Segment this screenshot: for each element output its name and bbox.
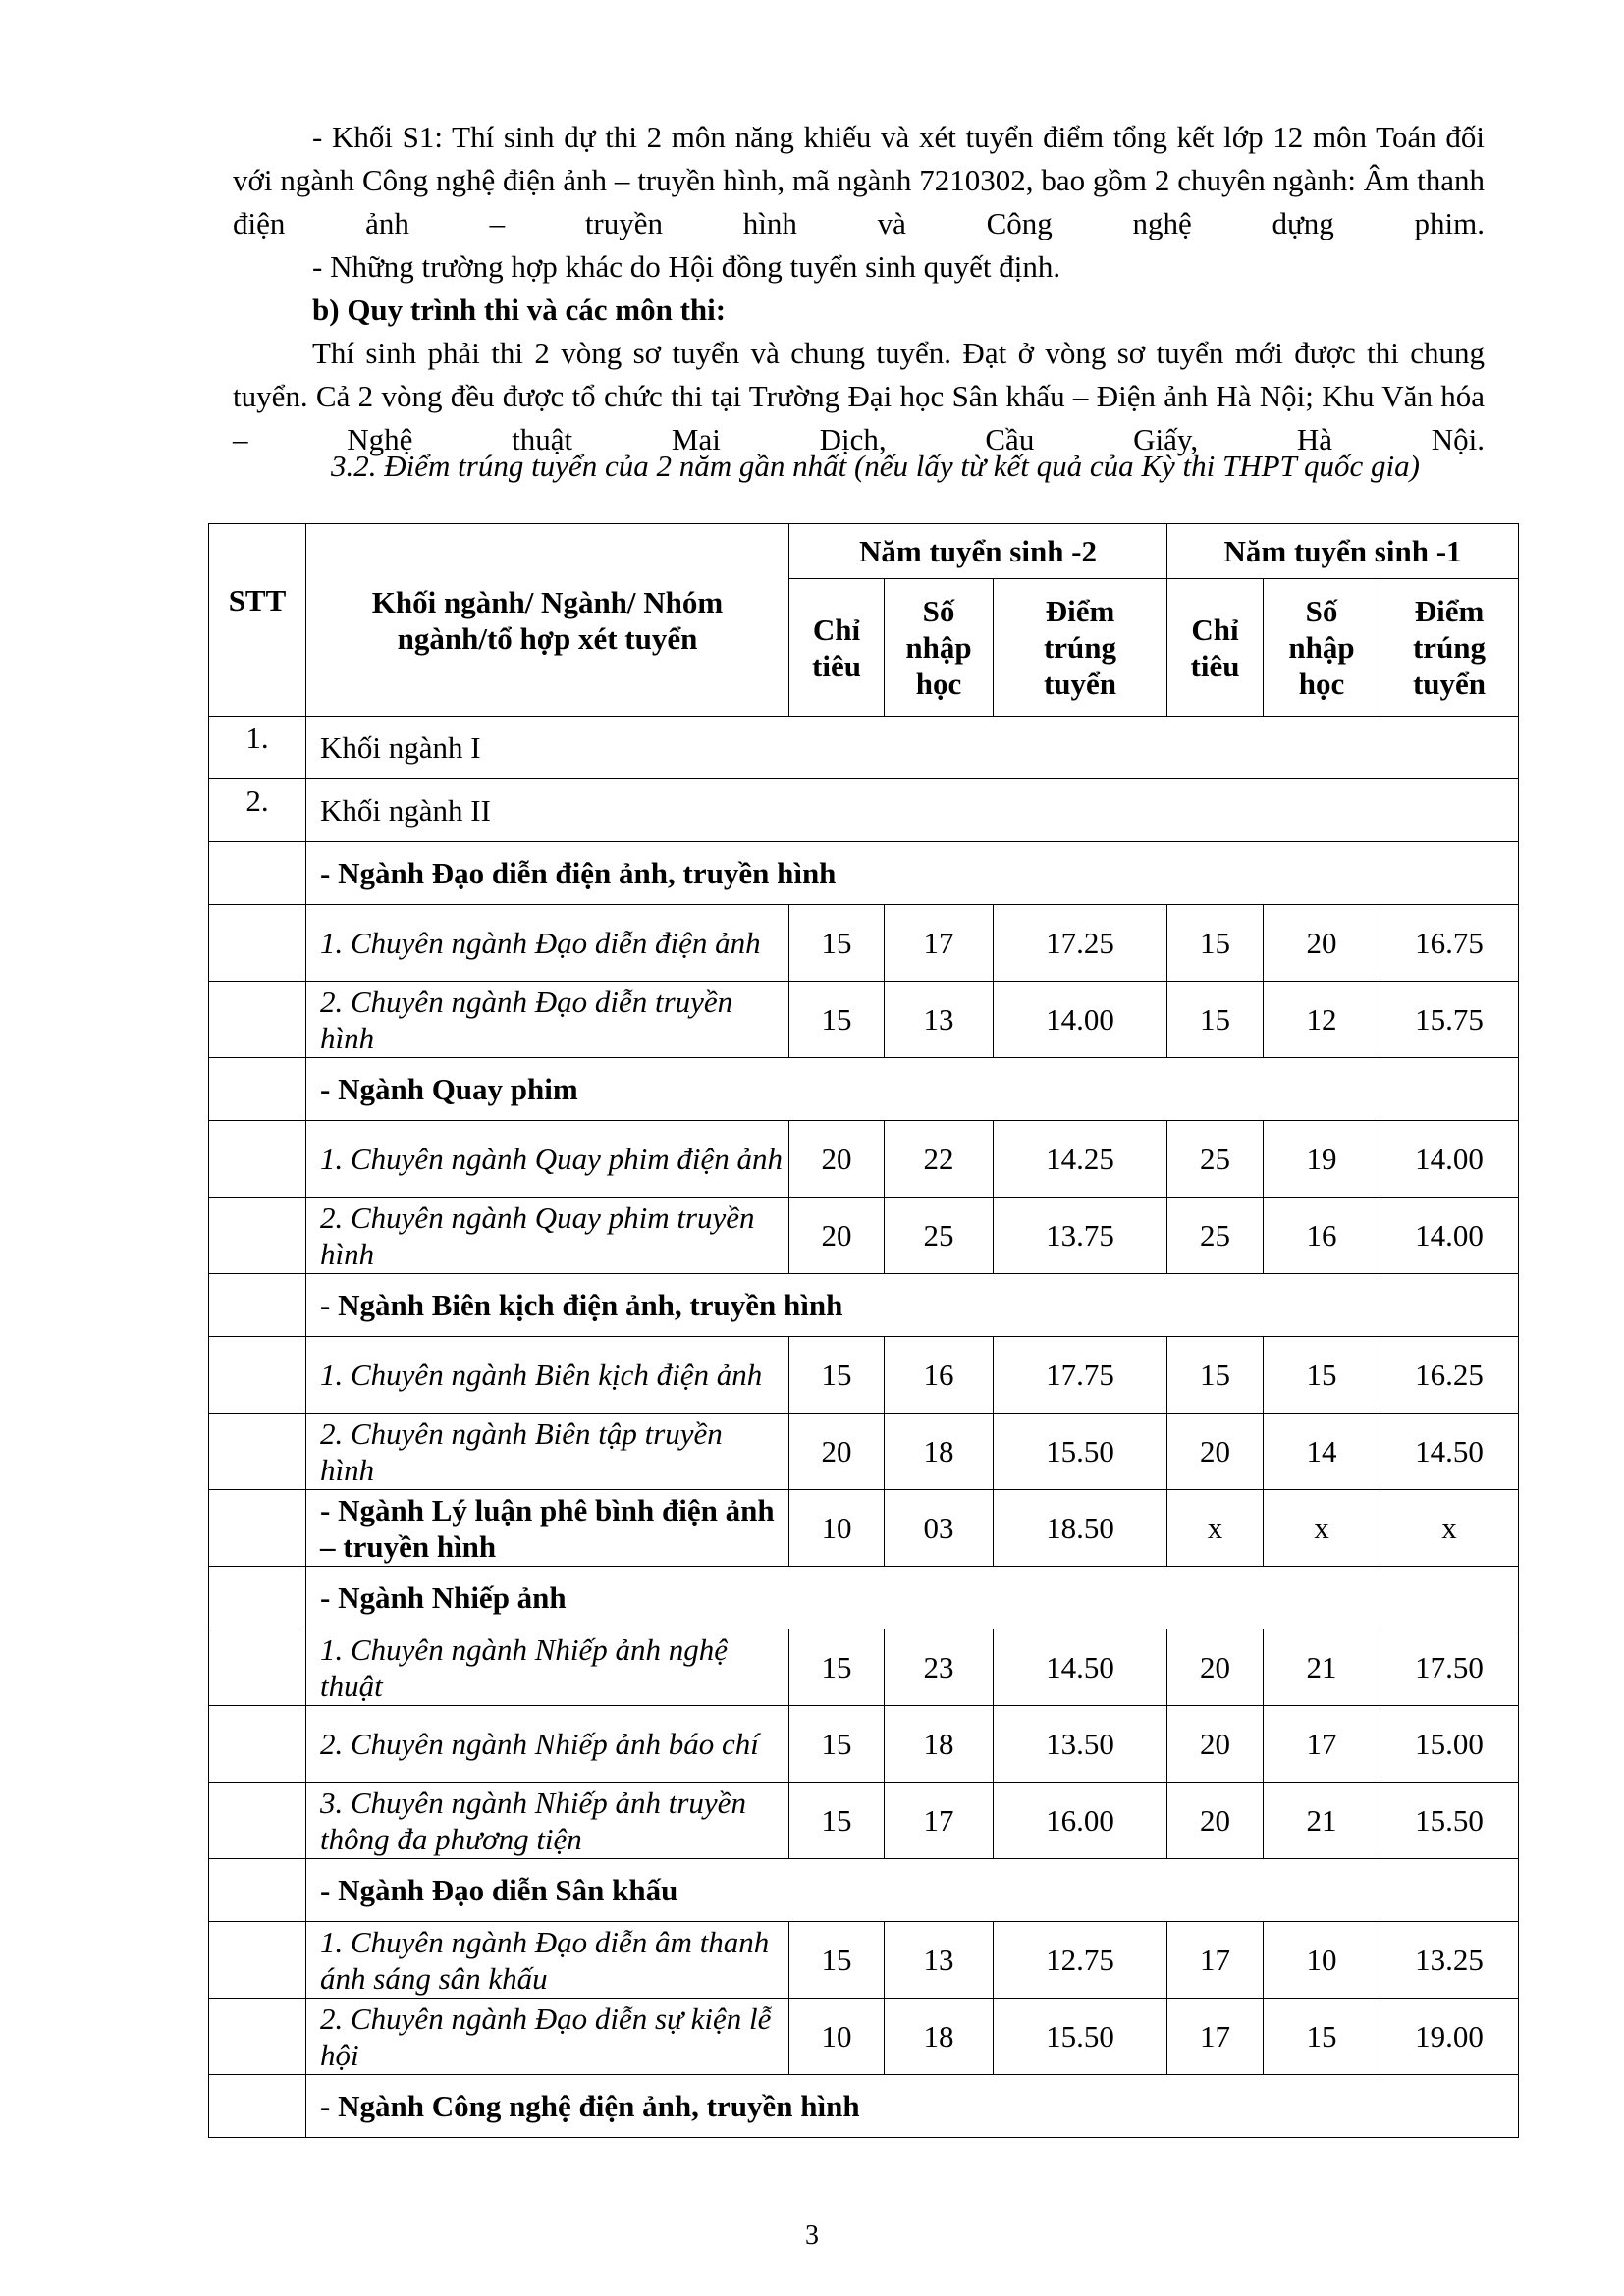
- score-y1: 19.00: [1380, 1999, 1519, 2075]
- quota-y1: 15: [1167, 982, 1264, 1058]
- score-y1: 15.75: [1380, 982, 1519, 1058]
- score-y2: 16.00: [994, 1783, 1167, 1859]
- admission-score-table: [208, 523, 1519, 2138]
- row-stt: 1.: [209, 717, 306, 779]
- header-year-minus-1: Năm tuyển sinh -1: [1167, 524, 1519, 579]
- header-quota: Chỉ tiêu: [1167, 579, 1264, 717]
- score-y2: 14.50: [994, 1629, 1167, 1706]
- enrolled-y2: 25: [885, 1198, 994, 1274]
- enrolled-y1: 12: [1264, 982, 1380, 1058]
- enrolled-y1: 20: [1264, 905, 1380, 982]
- enrolled-y1: 15: [1264, 1999, 1380, 2075]
- major-label: - Ngành Đạo diễn Sân khấu: [306, 1859, 1519, 1922]
- header-quota: Chỉ tiêu: [789, 579, 885, 717]
- enrolled-y2: 17: [885, 905, 994, 982]
- score-y2: 13.75: [994, 1198, 1167, 1274]
- specialization-label: 1. Chuyên ngành Quay phim điện ảnh: [306, 1121, 789, 1198]
- quota-y1: 15: [1167, 905, 1264, 982]
- major-label: - Ngành Nhiếp ảnh: [306, 1567, 1519, 1629]
- enrolled-y1: 21: [1264, 1783, 1380, 1859]
- specialization-label: 2. Chuyên ngành Đạo diễn sự kiện lễ hội: [306, 1999, 789, 2075]
- enrolled-y1: x: [1264, 1490, 1380, 1567]
- header-enrolled: Số nhập học: [1264, 579, 1380, 717]
- enrolled-y2: 22: [885, 1121, 994, 1198]
- score-y2: 15.50: [994, 1414, 1167, 1490]
- score-y2: 18.50: [994, 1490, 1167, 1567]
- enrolled-y2: 18: [885, 1706, 994, 1783]
- quota-y1: 15: [1167, 1337, 1264, 1414]
- paragraph-other-cases: - Những trường hợp khác do Hội đồng tuyển sinh quyết định.: [312, 249, 1061, 284]
- enrolled-y2: 18: [885, 1999, 994, 2075]
- enrolled-y1: 10: [1264, 1922, 1380, 1999]
- quota-y1: 20: [1167, 1706, 1264, 1783]
- heading-exam-process: b) Quy trình thi và các môn thi:: [312, 293, 727, 327]
- quota-y2: 15: [789, 1783, 885, 1859]
- major-label: - Ngành Biên kịch điện ảnh, truyền hình: [306, 1274, 1519, 1337]
- enrolled-y2: 03: [885, 1490, 994, 1567]
- quota-y2: 15: [789, 1629, 885, 1706]
- score-y1: 16.25: [1380, 1337, 1519, 1414]
- score-y2: 12.75: [994, 1922, 1167, 1999]
- enrolled-y1: 17: [1264, 1706, 1380, 1783]
- enrolled-y1: 16: [1264, 1198, 1380, 1274]
- quota-y2: 10: [789, 1490, 885, 1567]
- specialization-label: 1. Chuyên ngành Đạo diễn điện ảnh: [306, 905, 789, 982]
- quota-y1: 20: [1167, 1783, 1264, 1859]
- score-y2: 14.00: [994, 982, 1167, 1058]
- score-y2: 14.25: [994, 1121, 1167, 1198]
- enrolled-y2: 17: [885, 1783, 994, 1859]
- score-y2: 13.50: [994, 1706, 1167, 1783]
- quota-y2: 20: [789, 1121, 885, 1198]
- major-label: - Ngành Công nghệ điện ảnh, truyền hình: [306, 2075, 1519, 2138]
- quota-y1: 17: [1167, 1922, 1264, 1999]
- major-label: - Ngành Đạo diễn điện ảnh, truyền hình: [306, 842, 1519, 905]
- header-enrolled: Số nhập học: [885, 579, 994, 717]
- score-y1: 17.50: [1380, 1629, 1519, 1706]
- enrolled-y1: 19: [1264, 1121, 1380, 1198]
- specialization-label: 1. Chuyên ngành Biên kịch điện ảnh: [306, 1337, 789, 1414]
- table-caption: 3.2. Điểm trúng tuyển của 2 năm gần nhất (nếu lấy từ kết quả của Kỳ thi THPT quốc gia): [331, 449, 1420, 483]
- quota-y1: 25: [1167, 1198, 1264, 1274]
- enrolled-y2: 18: [885, 1414, 994, 1490]
- major-label: - Ngành Lý luận phê bình điện ảnh – truyền hình: [306, 1490, 789, 1567]
- quota-y1: 20: [1167, 1414, 1264, 1490]
- major-label: - Ngành Quay phim: [306, 1058, 1519, 1121]
- score-y2: 17.75: [994, 1337, 1167, 1414]
- score-y1: 15.50: [1380, 1783, 1519, 1859]
- header-group: Khối ngành/ Ngành/ Nhóm ngành/tổ hợp xét tuyển: [306, 524, 789, 717]
- header-year-minus-2: Năm tuyển sinh -2: [789, 524, 1167, 579]
- enrolled-y1: 21: [1264, 1629, 1380, 1706]
- quota-y1: 17: [1167, 1999, 1264, 2075]
- enrolled-y1: 14: [1264, 1414, 1380, 1490]
- header-score: Điểm trúng tuyển: [994, 579, 1167, 717]
- header-score: Điểm trúng tuyển: [1380, 579, 1519, 717]
- specialization-label: 3. Chuyên ngành Nhiếp ảnh truyền thông đa phương tiện: [306, 1783, 789, 1859]
- quota-y2: 15: [789, 1706, 885, 1783]
- quota-y2: 20: [789, 1414, 885, 1490]
- specialization-label: 1. Chuyên ngành Đạo diễn âm thanh ánh sáng sân khấu: [306, 1922, 789, 1999]
- quota-y2: 15: [789, 905, 885, 982]
- score-y1: 15.00: [1380, 1706, 1519, 1783]
- quota-y2: 15: [789, 1337, 885, 1414]
- score-y1: 14.00: [1380, 1198, 1519, 1274]
- score-y1: 16.75: [1380, 905, 1519, 982]
- paragraph-exam-rounds: Thí sinh phải thi 2 vòng sơ tuyển và chung tuyển. Đạt ở vòng sơ tuyển mới được thi chung tuyển. Cả 2 vòng đều được tổ chức thi tại Trường Đại học Sân khấu – Điện ảnh Hà Nội; Khu Văn hóa – Nghệ thuật Mai Dịch, Cầu Giấy, Hà Nội.: [233, 336, 1485, 456]
- header-stt: STT: [209, 524, 306, 717]
- block-label: Khối ngành II: [306, 779, 1519, 842]
- enrolled-y2: 13: [885, 1922, 994, 1999]
- specialization-label: 2. Chuyên ngành Đạo diễn truyền hình: [306, 982, 789, 1058]
- block-label: Khối ngành I: [306, 717, 1519, 779]
- quota-y1: 20: [1167, 1629, 1264, 1706]
- quota-y2: 20: [789, 1198, 885, 1274]
- row-stt: 2.: [209, 779, 306, 842]
- enrolled-y1: 15: [1264, 1337, 1380, 1414]
- score-y1: x: [1380, 1490, 1519, 1567]
- specialization-label: 1. Chuyên ngành Nhiếp ảnh nghệ thuật: [306, 1629, 789, 1706]
- score-y1: 13.25: [1380, 1922, 1519, 1999]
- specialization-label: 2. Chuyên ngành Quay phim truyền hình: [306, 1198, 789, 1274]
- enrolled-y2: 13: [885, 982, 994, 1058]
- quota-y1: x: [1167, 1490, 1264, 1567]
- quota-y2: 10: [789, 1999, 885, 2075]
- quota-y2: 15: [789, 982, 885, 1058]
- quota-y2: 15: [789, 1922, 885, 1999]
- specialization-label: 2. Chuyên ngành Nhiếp ảnh báo chí: [306, 1706, 789, 1783]
- score-y2: 17.25: [994, 905, 1167, 982]
- specialization-label: 2. Chuyên ngành Biên tập truyền hình: [306, 1414, 789, 1490]
- score-y1: 14.50: [1380, 1414, 1519, 1490]
- quota-y1: 25: [1167, 1121, 1264, 1198]
- enrolled-y2: 23: [885, 1629, 994, 1706]
- paragraph-khoi-s1: - Khối S1: Thí sinh dự thi 2 môn năng khiếu và xét tuyển điểm tổng kết lớp 12 môn Toán đối với ngành Công nghệ điện ảnh – truyền hình, mã ngành 7210302, bao gồm 2 chuyên ngành: Âm thanh điện ảnh – truyền hình và Công nghệ dựng phim.: [233, 120, 1485, 240]
- score-y1: 14.00: [1380, 1121, 1519, 1198]
- score-y2: 15.50: [994, 1999, 1167, 2075]
- page-number: 3: [805, 2220, 819, 2251]
- enrolled-y2: 16: [885, 1337, 994, 1414]
